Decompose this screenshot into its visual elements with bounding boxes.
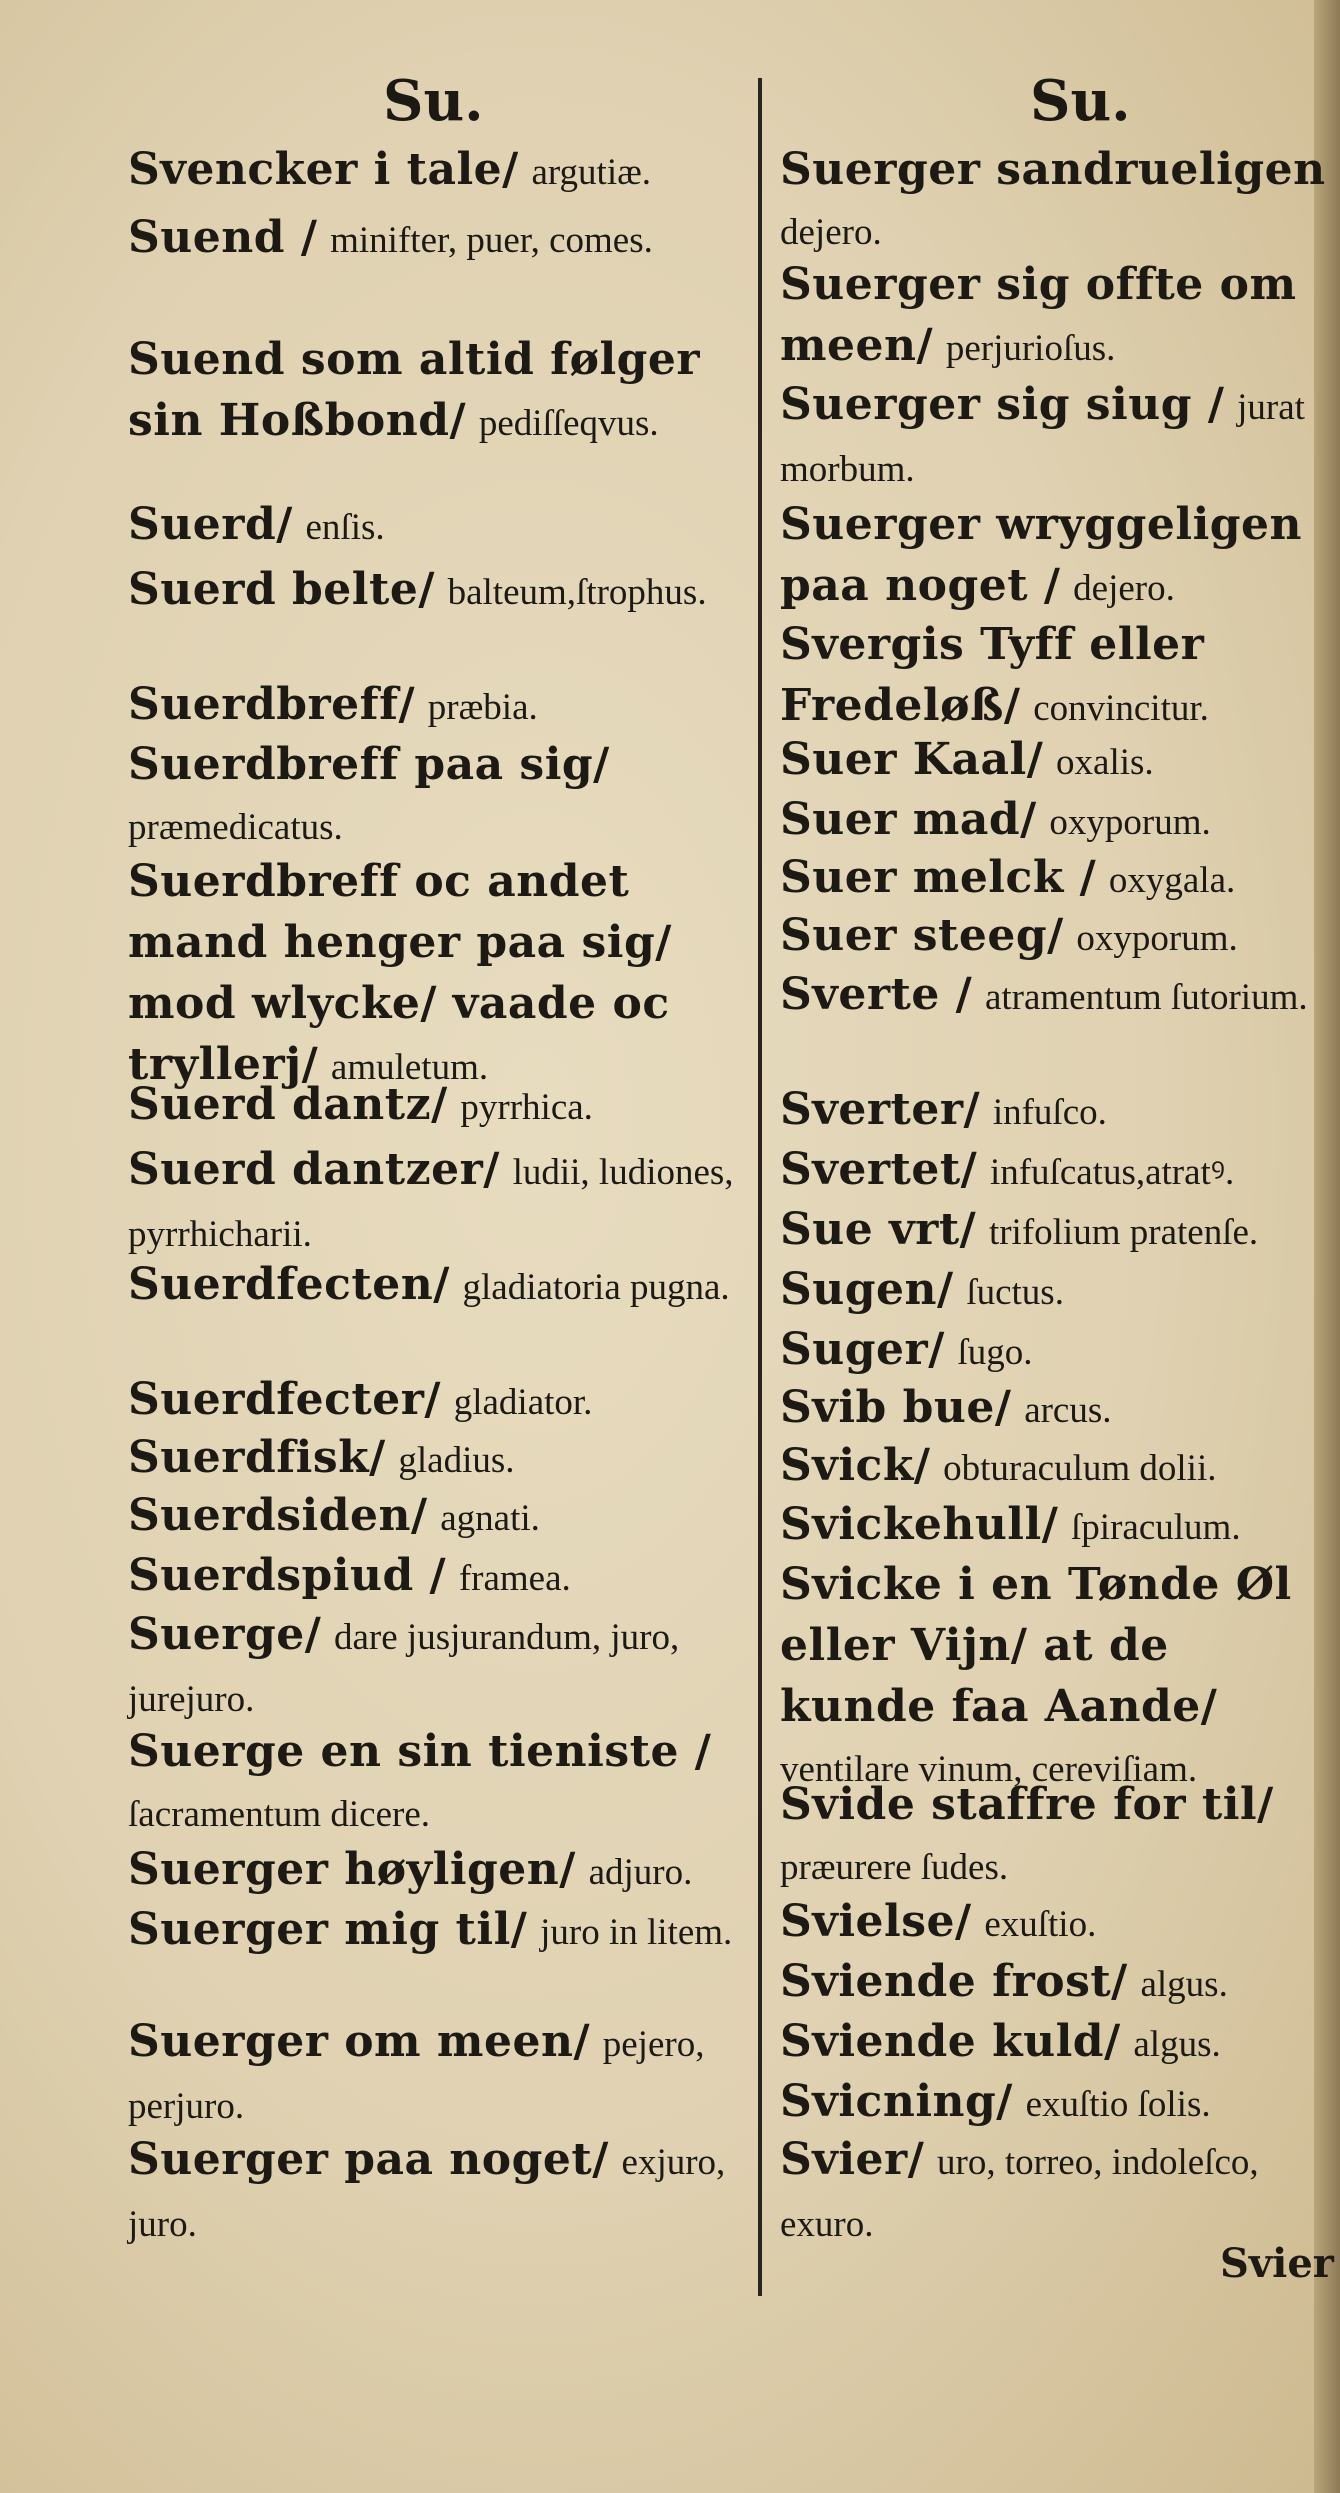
entry: Svielse/ exuſtio.	[780, 1896, 1097, 1947]
entry: Svergis Tyff eller Fredeløß/ convincitur.	[780, 619, 1221, 731]
entry: Sue vrt/ trifolium pratenſe.	[780, 1204, 1259, 1255]
entry: Suerdbreff/ præbia.	[128, 679, 538, 730]
entry: Svicke i en Tønde Øl eller Vijn/ at de kunde faa Aande/ ventilare vinum, cereviſiam.	[780, 1559, 1308, 1790]
entry: Suend som altid følger sin Hoßbond/ pediſſeqvus.	[128, 334, 716, 446]
entry: Suerger om meen/ pejero, perjuro.	[128, 2016, 714, 2127]
entry: Suerger sandrueligen dejero.	[780, 144, 1326, 253]
entry: Svier/ uro, torreo, indoleſco, exuro.	[780, 2134, 1268, 2245]
entry: Svencker i tale/ argutiæ.	[128, 144, 652, 195]
entry: Suerger mig til/ juro in litem.	[128, 1904, 733, 1955]
entry: Suerger wryggeligen paa noget / dejero.	[780, 499, 1318, 611]
entry: Suerd/ enſis.	[128, 499, 385, 550]
column-rule	[758, 78, 762, 2296]
entry: Suerger høyligen/ adjuro.	[128, 1844, 693, 1895]
entry: Sugen/ ſuctus.	[780, 1264, 1064, 1315]
entry: Suer steeg/ oxyporum.	[780, 910, 1238, 961]
catchword: Svier	[1220, 2240, 1334, 2287]
entry: Svib bue/ arcus.	[780, 1382, 1112, 1433]
entry: Suger/ ſugo.	[780, 1324, 1033, 1375]
running-head-left: Su.	[383, 68, 484, 134]
entry: Suerdfisk/ gladius.	[128, 1432, 515, 1483]
entry: Suerge en sin tieniste / ſacramentum dicere.	[128, 1726, 712, 1835]
entry: Svickehull/ ſpiraculum.	[780, 1499, 1241, 1550]
entry: Sviende kuld/ algus.	[780, 2016, 1221, 2067]
entry: Svertet/ infuſcatus,atratꝰ.	[780, 1144, 1235, 1195]
entry: Suerdfecten/ gladiatoria pugna.	[128, 1259, 730, 1310]
entry: Suerd dantz/ pyrrhica.	[128, 1079, 593, 1130]
entry: Sverte / atramentum ſutorium.	[780, 969, 1308, 1020]
entry: Suerdbreff oc andet mand henger paa sig/ mod wlycke/ vaade oc tryllerj/ amuletum.	[128, 856, 688, 1090]
entry: Suerd belte/ balteum,ſtrophus.	[128, 564, 707, 615]
entry: Suerger sig siug / jurat morbum.	[780, 379, 1315, 490]
entry: Svicning/ exuſtio ſolis.	[780, 2076, 1211, 2127]
entry: Suerge/ dare jusjurandum, juro, jurejuro.	[128, 1609, 689, 1720]
entry: Svide staffre for til/ præurere ſudes.	[780, 1779, 1274, 1888]
entry: Suerd dantzer/ ludii, ludiones, pyrrhicharii.	[128, 1144, 743, 1255]
running-head-right: Su.	[1030, 68, 1131, 134]
entry: Suerdsiden/ agnati.	[128, 1490, 540, 1541]
entry: Suer Kaal/ oxalis.	[780, 734, 1154, 785]
entry: Svick/ obturaculum dolii.	[780, 1440, 1217, 1491]
entry: Sverter/ infuſco.	[780, 1084, 1107, 1135]
entry: Suer melck / oxygala.	[780, 852, 1236, 903]
entry: Suerdfecter/ gladiator.	[128, 1374, 593, 1425]
entry: Sviende frost/ algus.	[780, 1956, 1228, 2007]
entry: Suend / minifter, puer, comes.	[128, 212, 653, 263]
entry: Suerdspiud / framea.	[128, 1550, 571, 1601]
entry: Suerger paa noget/ exjuro, juro.	[128, 2134, 735, 2245]
entry: Suerdbreff paa sig/ præmedicatus.	[128, 739, 610, 848]
entry: Suer mad/ oxyporum.	[780, 794, 1211, 845]
entry: Suerger sig offte om meen/ perjurioſus.	[780, 259, 1313, 371]
